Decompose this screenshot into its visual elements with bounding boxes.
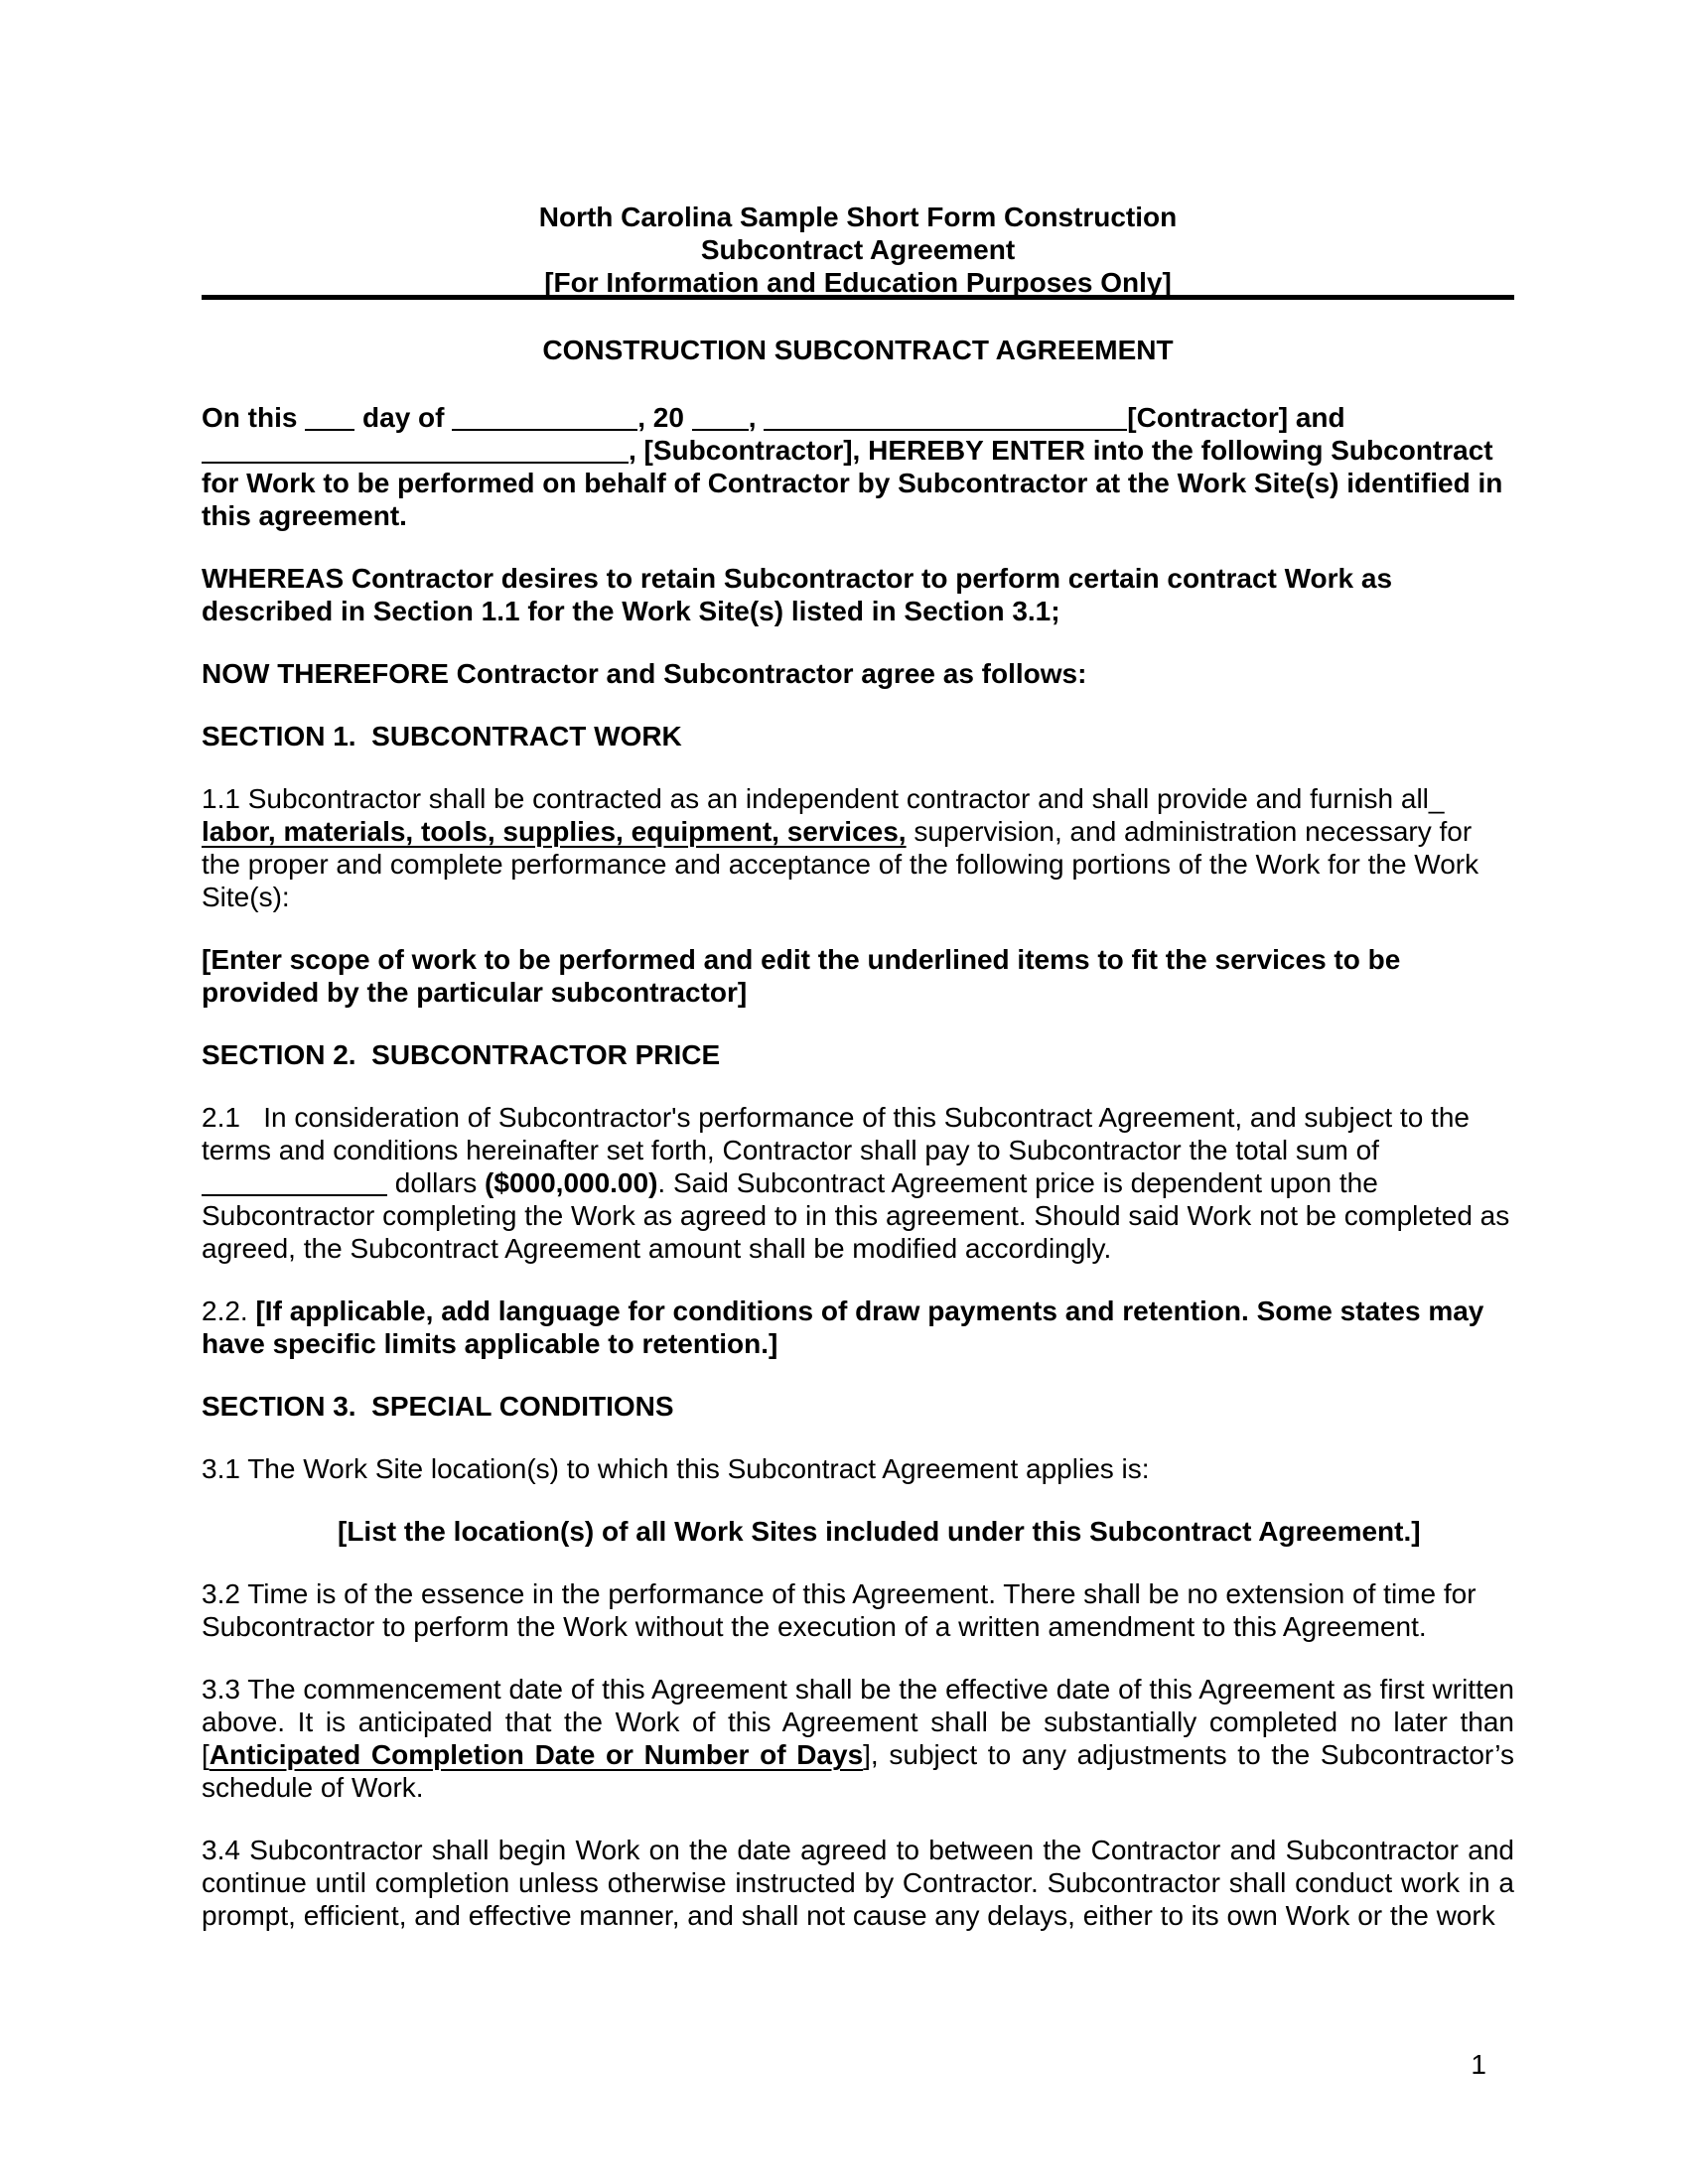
text-run: 3.2 Time is of the essence in the performance of this Agreement. There shall be no extension of time for Subcontractor to perform the Work without the execution of a written amendment to this Agreement. bbox=[202, 1578, 1484, 1642]
paragraph-2-2 bbox=[202, 1295, 1514, 1360]
header-title-line: Subcontract Agreement bbox=[700, 234, 1016, 265]
paragraph-preamble bbox=[202, 401, 1514, 532]
text-run: [Enter scope of work to be performed and edit the underlined items to fit the services to be provided by the particular subcontractor] bbox=[202, 944, 1409, 1008]
header-title-line: North Carolina Sample Short Form Construction bbox=[538, 202, 1178, 232]
document-title: CONSTRUCTION SUBCONTRACT AGREEMENT bbox=[542, 335, 1174, 365]
paragraph-3-2 bbox=[202, 1577, 1514, 1643]
paragraph-1-1 bbox=[202, 782, 1514, 913]
text-run: 3.4 Subcontractor shall begin Work on the date agreed to between the Contractor and Subcontractor and continue until completion unless otherwise instructed by Contractor. Subcontractor shall conduct work in a prompt, efficient, and effective manner, and shall not cause any delays, either to its own Work or the work bbox=[202, 1835, 1514, 1931]
text-run: WHEREAS Contractor desires to retain Subcontractor to perform certain contract Work as described in Section 1.1 for the Work Site(s) listed in Section 3.1; bbox=[202, 563, 1400, 626]
fill-in-blank-line bbox=[305, 429, 354, 431]
text-run: NOW THEREFORE Contractor and Subcontractor agree as follows: bbox=[202, 658, 1087, 689]
page-number: 1 bbox=[1471, 2049, 1486, 2080]
fill-in-blank-line bbox=[202, 462, 629, 464]
heading-section-3 bbox=[202, 1390, 1514, 1423]
paragraph-3-3 bbox=[202, 1673, 1514, 1804]
text-run: , bbox=[748, 402, 765, 433]
text-run: supervision, and administration necessary for the proper and complete performance and acceptance of the following portions of the Work for the Work Site(s): bbox=[202, 816, 1486, 912]
text-run: 2.1 In consideration of Subcontractor's performance of this Subcontract Agreement, and subject to the terms and conditions hereinafter set forth, Contractor shall pay to Subcontractor the total sum of bbox=[202, 1102, 1477, 1165]
paragraph-2-1 bbox=[202, 1101, 1518, 1265]
text-run: day of bbox=[354, 402, 453, 433]
text-run: 3.1 The Work Site location(s) to which this Subcontract Agreement applies is: bbox=[202, 1453, 1150, 1484]
text-run: SECTION 1. SUBCONTRACT WORK bbox=[202, 721, 682, 751]
heading-section-1 bbox=[202, 720, 1514, 752]
paragraph-enter-scope bbox=[202, 943, 1514, 1009]
heading-section-2 bbox=[202, 1038, 1514, 1071]
text-run: [List the location(s) of all Work Sites included under this Subcontract Agreement.] bbox=[338, 1516, 1421, 1547]
text-run: dollars bbox=[387, 1167, 486, 1198]
text-run: Anticipated Completion Date or Number of Days bbox=[209, 1739, 864, 1770]
document-body bbox=[202, 401, 1518, 1932]
text-run: , 20 bbox=[637, 402, 692, 433]
text-run: ($000,000.00) bbox=[485, 1167, 658, 1198]
fill-in-blank-line bbox=[764, 429, 1127, 431]
text-run: . Said Subcontract Agreement price is dependent upon the Subcontractor completing the Work as agreed to in this agreement. Should said Work not be completed as agreed, the Subcontract Agreement amount shall be modified accordingly. bbox=[202, 1167, 1518, 1264]
paragraph-list-locations bbox=[338, 1515, 1514, 1548]
text-run: SECTION 3. SPECIAL CONDITIONS bbox=[202, 1391, 674, 1422]
header-title-line: [For Information and Education Purposes Only] bbox=[544, 267, 1172, 298]
document-header bbox=[202, 201, 1514, 299]
text-run: 3.3 The commencement date of this Agreement shall be the effective date of this Agreement as first written above. It is anticipated that the Work of this Agreement shall be substantially completed no later than [ bbox=[202, 1674, 1514, 1770]
text-run: labor, materials, tools, supplies, equipment, services, bbox=[202, 816, 907, 847]
text-run: [If applicable, add language for conditions of draw payments and retention. Some states may have specific limits applicable to retention.] bbox=[202, 1296, 1492, 1359]
fill-in-blank-line bbox=[202, 1194, 387, 1196]
fill-in-blank-line bbox=[692, 429, 749, 431]
text-run: 2.2. bbox=[202, 1296, 256, 1326]
paragraph-3-4 bbox=[202, 1834, 1514, 1932]
paragraph-whereas bbox=[202, 562, 1514, 627]
paragraph-3-1 bbox=[202, 1452, 1514, 1485]
paragraph-now-therefore bbox=[202, 657, 1514, 690]
fill-in-blank-line bbox=[452, 429, 637, 431]
text-run: 1.1 Subcontractor shall be contracted as an independent contractor and shall provide and furnish all_ bbox=[202, 783, 1453, 814]
text-run: [Contractor] and bbox=[1127, 402, 1353, 433]
text-run: , [Subcontractor], HEREBY ENTER into the following Subcontract for Work to be performed on behalf of Contractor by Subcontractor at the Work Site(s) identified in this agreement. bbox=[202, 435, 1511, 531]
text-run: On this bbox=[202, 402, 306, 433]
text-run: ], subject to any adjustments to the Subcontractor’s schedule of Work. bbox=[202, 1739, 1514, 1803]
text-run: SECTION 2. SUBCONTRACTOR PRICE bbox=[202, 1039, 721, 1070]
